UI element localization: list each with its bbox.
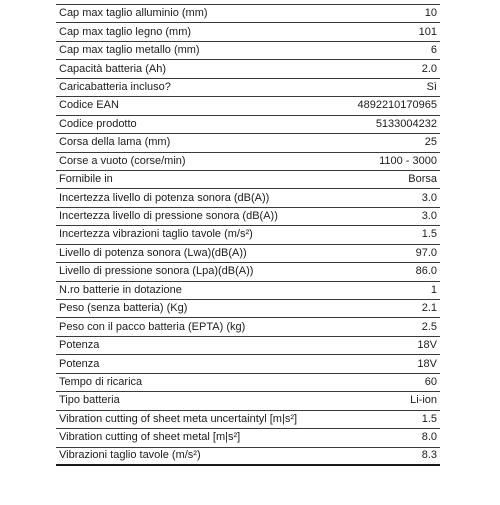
spec-label: Livello di potenza sonora (Lwa)(dB(A)) bbox=[59, 246, 247, 259]
spec-label: N.ro batterie in dotazione bbox=[59, 283, 182, 296]
spec-row bbox=[56, 60, 440, 78]
spec-label: Cap max taglio legno (mm) bbox=[59, 25, 192, 38]
spec-value: 1100 - 3000 bbox=[379, 154, 437, 167]
spec-label: Codice EAN bbox=[59, 99, 119, 112]
spec-label: Potenza bbox=[59, 339, 100, 352]
spec-label: Livello di pressione sonora (Lpa)(dB(A)) bbox=[59, 265, 254, 278]
spec-value: 1 bbox=[430, 283, 437, 296]
spec-row bbox=[56, 97, 440, 115]
spec-value: Sì bbox=[426, 80, 437, 93]
spec-row bbox=[56, 263, 440, 281]
spec-label: Tempo di ricarica bbox=[59, 375, 143, 388]
spec-label: Cap max taglio metallo (mm) bbox=[59, 44, 200, 57]
spec-value: 2.0 bbox=[421, 62, 437, 75]
spec-label: Vibration cutting of sheet metal [m|s²] bbox=[59, 431, 241, 444]
spec-value: 2.1 bbox=[421, 302, 437, 315]
spec-row bbox=[56, 374, 440, 392]
spec-row bbox=[56, 23, 440, 41]
spec-value: 6 bbox=[430, 44, 437, 57]
spec-value: 60 bbox=[424, 375, 437, 388]
spec-value: 97.0 bbox=[415, 246, 437, 259]
spec-row bbox=[56, 355, 440, 373]
spec-value: 8.3 bbox=[421, 449, 437, 462]
spec-label: Fornibile in bbox=[59, 173, 113, 186]
spec-row bbox=[56, 282, 440, 300]
spec-label: Caricabatteria incluso? bbox=[59, 80, 171, 93]
spec-row bbox=[56, 448, 440, 466]
spec-label: Peso (senza batteria) (Kg) bbox=[59, 302, 188, 315]
spec-value: 18V bbox=[417, 339, 437, 352]
spec-value: 10 bbox=[424, 7, 437, 20]
spec-value: 86.0 bbox=[415, 265, 437, 278]
spec-row bbox=[56, 337, 440, 355]
spec-row bbox=[56, 429, 440, 447]
spec-label: Potenza bbox=[59, 357, 100, 370]
spec-value: 1.5 bbox=[421, 412, 437, 425]
spec-row bbox=[56, 42, 440, 60]
spec-value: 101 bbox=[418, 25, 437, 38]
spec-value: 25 bbox=[424, 136, 437, 149]
spec-value: 3.0 bbox=[421, 210, 437, 223]
spec-value: 8.0 bbox=[421, 431, 437, 444]
spec-value: 3.0 bbox=[421, 191, 437, 204]
spec-label: Codice prodotto bbox=[59, 117, 137, 130]
spec-row bbox=[56, 134, 440, 152]
spec-row bbox=[56, 171, 440, 189]
spec-label: Incertezza vibrazioni taglio tavole (m/s²) bbox=[59, 228, 253, 241]
spec-row bbox=[56, 153, 440, 171]
spec-value: Li-ion bbox=[410, 394, 437, 407]
spec-label: Cap max taglio alluminio (mm) bbox=[59, 7, 208, 20]
spec-row bbox=[56, 300, 440, 318]
spec-value: 5133004232 bbox=[375, 117, 437, 130]
spec-label: Corsa della lama (mm) bbox=[59, 136, 171, 149]
spec-row bbox=[56, 208, 440, 226]
spec-label: Vibration cutting of sheet meta uncertaintyl [m|s²] bbox=[59, 412, 298, 425]
spec-label: Tipo batteria bbox=[59, 394, 120, 407]
spec-label: Incertezza livello di pressione sonora (dB(A)) bbox=[59, 210, 278, 223]
spec-row bbox=[56, 392, 440, 410]
spec-value: 4892210170965 bbox=[357, 99, 437, 112]
spec-row bbox=[56, 79, 440, 97]
spec-row bbox=[56, 318, 440, 336]
spec-label: Capacità batteria (Ah) bbox=[59, 62, 166, 75]
spec-row bbox=[56, 226, 440, 244]
spec-row bbox=[56, 245, 440, 263]
spec-value: Borsa bbox=[408, 173, 437, 186]
spec-label: Corse a vuoto (corse/min) bbox=[59, 154, 186, 167]
spec-row bbox=[56, 5, 440, 23]
spec-table bbox=[56, 4, 440, 466]
spec-label: Vibrazioni taglio tavole (m/s²) bbox=[59, 449, 201, 462]
spec-row bbox=[56, 189, 440, 207]
spec-row bbox=[56, 116, 440, 134]
spec-row bbox=[56, 411, 440, 429]
spec-label: Peso con il pacco batteria (EPTA) (kg) bbox=[59, 320, 246, 333]
spec-label: Incertezza livello di potenza sonora (dB(A)) bbox=[59, 191, 270, 204]
spec-value: 18V bbox=[417, 357, 437, 370]
spec-value: 1.5 bbox=[421, 228, 437, 241]
spec-value: 2.5 bbox=[421, 320, 437, 333]
